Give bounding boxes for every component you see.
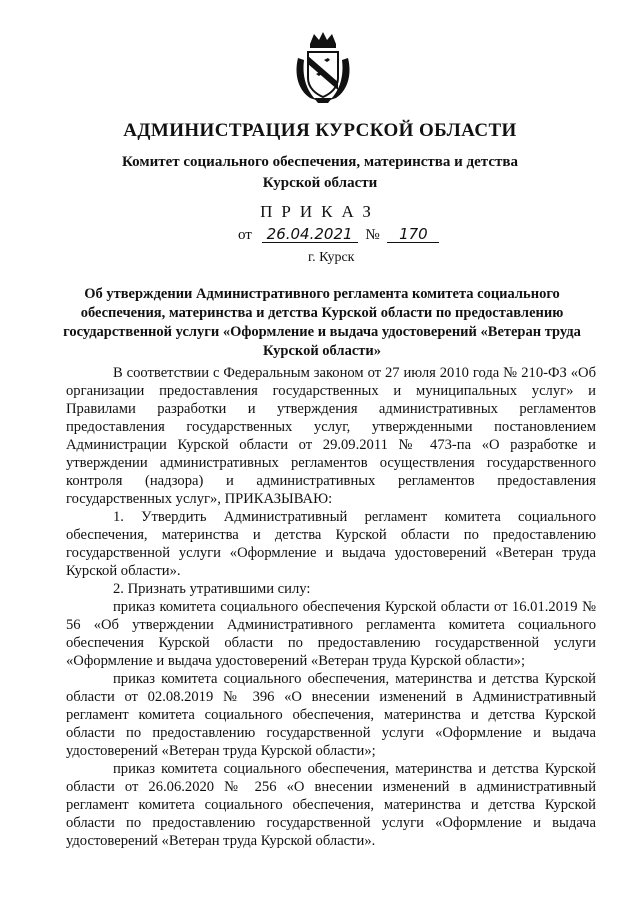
committee-name-line2: Курской области [262, 175, 378, 191]
committee-name-line1: Комитет социального обеспечения, материнства и детства [122, 154, 518, 170]
administration-title: АДМИНИСТРАЦИЯ КУРСКОЙ ОБЛАСТИ [123, 120, 517, 141]
coat-of-arms-icon [292, 30, 354, 104]
order-number-handwritten: 170 [387, 227, 439, 243]
order-title: ПРИКАЗ [260, 202, 380, 221]
paragraph-repealed-order-3: приказ комитета социального обеспечения, материнства и детства Курской области от 26.06.2020 № 256 «О внесении изменений в административный регламент комитета социального обеспечения, материнства и детства Курской области по предоставлению государственной услуги «Оформление и выдача удостоверений «Ветеран труда Курской области». [66, 761, 596, 849]
date-prefix: от [238, 227, 252, 243]
paragraph-preamble: В соответствии с Федеральным законом от 27 июля 2010 года № 210-ФЗ «Об организации предоставления государственных и муниципальных услуг» и Правилами разработки и утверждения административных регламентов предоставления государственных услуг, утвержденными постановлением Администрации Курской области от 29.09.2011 № 473-па «О разработке и утверждении административных регламентов осуществления государственного контроля (надзора) и административных регламентов предоставления государственных услуг», ПРИКАЗЫВАЮ: [66, 365, 596, 507]
order-subject: Об утверждении Административного регламента комитета социального обеспечения, материнства и детства Курской области по предоставлению государственной услуги «Оформление и выдача удостоверений «Ветеран труда Курской области» [63, 286, 581, 359]
paragraph-repealed-order-1: приказ комитета социального обеспечения Курской области от 16.01.2019 № 56 «Об утверждении Административного регламента комитета социального обеспечения Курской области по предоставлению государственной услуги «Оформление и выдача удостоверений «Ветеран труда Курской области»; [66, 599, 596, 669]
number-prefix: № [365, 227, 380, 243]
paragraph-item-1: 1. Утвердить Административный регламент комитета социального обеспечения, материнства и детства Курской области по предоставлению государственной услуги «Оформление и выдача удостоверений «Ветеран труда Курской области». [66, 509, 596, 579]
order-date-handwritten: 26.04.2021 [262, 227, 358, 243]
order-body [66, 364, 596, 850]
committee-name [0, 152, 640, 194]
order-date-number-line [238, 227, 439, 244]
city-label: г. Курск [308, 250, 355, 265]
paragraph-repealed-order-2: приказ комитета социального обеспечения, материнства и детства Курской области от 02.08.2019 № 396 «О внесении изменений в Административный регламент комитета социального обеспечения, материнства и детства Курской области по предоставлению государственной услуги «Оформление и выдача удостоверений «Ветеран труда Курской области»; [66, 671, 596, 759]
paragraph-item-2: 2. Признать утратившими силу: [113, 581, 311, 597]
